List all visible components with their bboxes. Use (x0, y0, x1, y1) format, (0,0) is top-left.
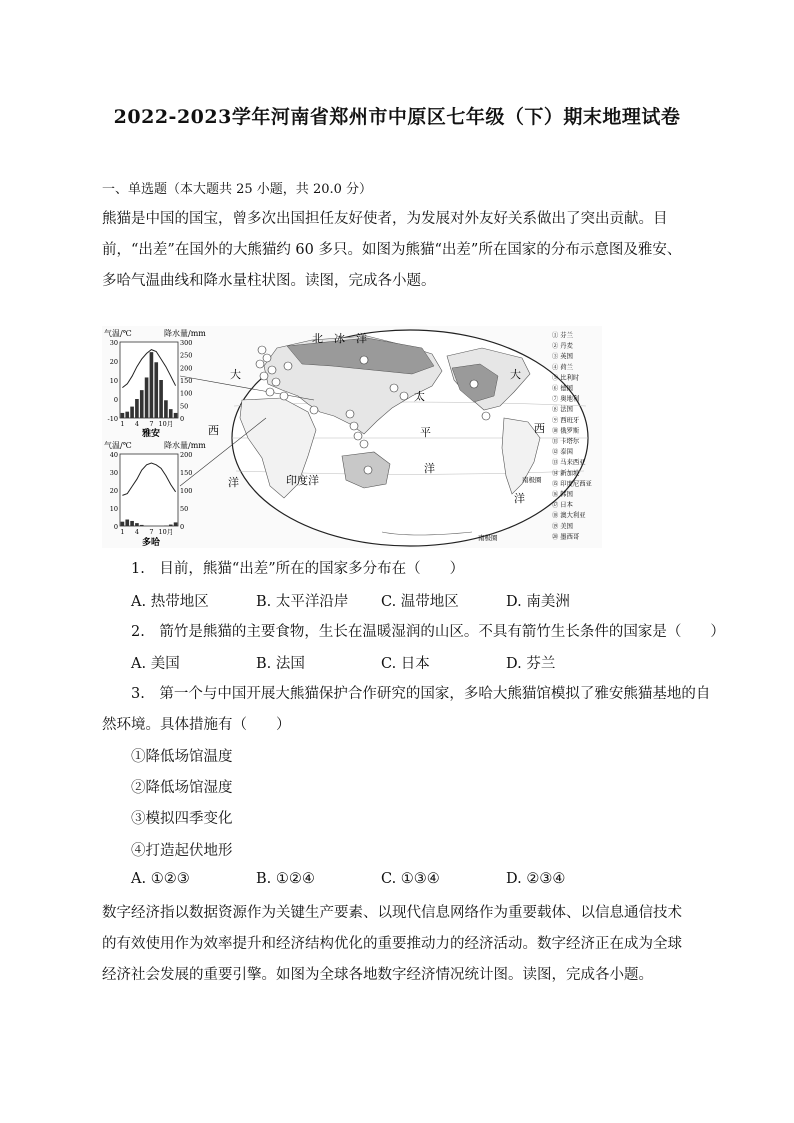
c2-right-tick: 100 (180, 487, 193, 495)
c1-left-tick: 30 (109, 339, 118, 347)
legend-item: ⑮ 印度尼西亚 (552, 480, 592, 488)
c1-ytitle-left: 气温/℃ (104, 329, 132, 338)
c2-x-tick: 7 (149, 528, 154, 536)
intro-paragraph-2: 数字经济指以数据资源作为关键生产要素、以现代信息网络作为重要载体、以信息通信技术的有效使用作为效率提升和经济结构优化的重要推动力的经济活动。数字经济正在成为全球经济社会发展的重要引擎。如图为全球各地数字经济情况统计图。读图，完成各小题。 (102, 905, 682, 983)
legend-item: ⑲ 美国 (552, 522, 573, 530)
q3-statement-3: ③模拟四季变化 (131, 811, 233, 827)
c1-precip-bar (140, 390, 144, 418)
atlantic-label-3: 洋 (228, 476, 239, 489)
c2-right-tick: 50 (180, 505, 189, 513)
q1-option-d[interactable]: D. 南美洲 (506, 594, 570, 610)
c2-left-tick: 30 (109, 469, 118, 477)
c2-precip-bar (135, 523, 139, 526)
q2-option-b[interactable]: B. 法国 (256, 656, 305, 672)
figure-svg (102, 326, 602, 548)
c1-precip-bar (130, 407, 134, 418)
q2-option-d[interactable]: D. 芬兰 (506, 656, 556, 672)
legend-item: ⑤ 比利时 (552, 374, 580, 382)
c2-plot-area (120, 454, 178, 526)
atlantic-label-1: 大 (230, 368, 241, 381)
q1-option-c[interactable]: C. 温带地区 (381, 594, 459, 610)
legend-item: ⑨ 西班牙 (552, 416, 580, 424)
question-3-options (131, 871, 631, 893)
legend-item: ③ 英国 (552, 353, 573, 361)
c1-precip-bar (159, 380, 163, 418)
southern-circle-label-2: 南极圈 (478, 534, 498, 542)
c1-left-tick: 20 (109, 358, 118, 366)
pacific-right-label-3: 洋 (514, 492, 525, 505)
c1-left-tick: 10 (109, 377, 118, 385)
c1-precip-bar (154, 362, 158, 418)
c2-precip-bar (121, 522, 125, 526)
c2-precip-bar (169, 525, 173, 526)
c1-precip-bar (174, 413, 178, 418)
c1-precip-bar (164, 400, 168, 418)
atlantic-label-2: 西 (208, 424, 219, 437)
c1-right-tick: 100 (180, 389, 193, 398)
c1-left-tick: -10 (107, 415, 118, 423)
page-title: 2022-2023学年河南省郑州市中原区七年级（下）期末地理试卷 (113, 106, 681, 128)
q3-statement-2: ②降低场馆湿度 (131, 780, 233, 796)
c2-precip-bar (130, 521, 134, 526)
c2-x-tick: 10月 (158, 528, 174, 536)
question-3-stem-line-2: 然环境。具体措施有（ ） (102, 717, 291, 733)
q3-option-c[interactable]: C. ①③④ (381, 871, 440, 887)
c1-left-tick: 0 (113, 396, 118, 404)
legend-item: ⑰ 日本 (552, 501, 573, 509)
q3-option-d[interactable]: D. ②③④ (506, 871, 566, 887)
c1-ytitle-right: 降水量/mm (164, 329, 206, 338)
legend-item: ⑪ 卡塔尔 (552, 438, 580, 445)
c1-precip-bar (125, 412, 129, 418)
c2-x-tick: 1 (120, 528, 125, 536)
q1-option-a[interactable]: A. 热带地区 (131, 594, 209, 610)
q3-statement-1: ①降低场馆温度 (131, 749, 233, 765)
question-2-stem: 2. 箭竹是熊猫的主要食物，生长在温暖湿润的山区。不具有箭竹生长条件的国家是（ ） (131, 624, 725, 640)
indian-ocean-label: 印度洋 (286, 474, 319, 487)
c1-place: 雅安 (142, 429, 161, 439)
c2-place: 多哈 (142, 538, 161, 548)
question-1-stem: 1. 目前，熊猫“出差”所在的国家多分布在（ ） (131, 561, 465, 577)
c1-precip-bar (150, 352, 154, 418)
legend-item: ⑬ 马来西亚 (552, 459, 586, 467)
c1-right-tick: 300 (180, 339, 193, 347)
c2-left-tick: 0 (113, 523, 118, 531)
legend-item: ⑥ 德国 (552, 385, 573, 392)
c2-precip-bar (125, 520, 129, 526)
q3-option-b[interactable]: B. ①②④ (256, 871, 315, 887)
legend-item: ① 芬兰 (552, 332, 573, 339)
c2-left-tick: 10 (109, 505, 118, 513)
legend-item: ⑩ 俄罗斯 (552, 427, 580, 435)
legend-item: ⑳ 墨西哥 (552, 533, 580, 541)
c2-right-tick: 150 (180, 469, 193, 477)
c1-x-tick: 7 (149, 420, 154, 428)
c1-precip-bar (121, 413, 125, 418)
c1-x-tick: 1 (120, 420, 125, 428)
question-1-options (131, 590, 631, 612)
legend-item: ④ 荷兰 (552, 363, 573, 371)
c1-right-tick: 0 (180, 415, 185, 423)
legend-item: ⑫ 泰国 (552, 448, 573, 456)
c2-ytitle-left: 气温/℃ (104, 441, 132, 450)
pacific-label-2: 平 (420, 426, 431, 439)
question-3-stem-line-1: 3. 第一个与中国开展大熊猫保护合作研究的国家，多哈大熊猫馆模拟了雅安熊猫基地的自 (131, 686, 711, 702)
c1-precip-bar (135, 399, 139, 418)
c2-ytitle-right: 降水量/mm (164, 441, 206, 450)
c2-right-tick: 200 (180, 451, 193, 459)
legend-item: ⑭ 新加坡 (552, 469, 580, 477)
c2-precip-bar (140, 525, 144, 526)
pacific-right-label-2: 西 (534, 422, 545, 435)
q2-option-c[interactable]: C. 日本 (381, 656, 430, 672)
q1-option-b[interactable]: B. 太平洋沿岸 (256, 594, 349, 610)
question-2-options (131, 652, 631, 674)
legend-item: ② 丹麦 (552, 342, 573, 350)
southern-circle-label-1: 南极圈 (522, 476, 542, 484)
c2-left-tick: 20 (109, 487, 118, 495)
panda-map-figure (102, 326, 602, 548)
c1-precip-bar (145, 377, 149, 418)
c1-right-tick: 250 (180, 351, 193, 360)
q3-statement-4: ④打造起伏地形 (131, 843, 233, 859)
intro-paragraph-1: 熊猫是中国的国宝，曾多次出国担任友好使者，为发展对外友好关系做出了突出贡献。目前，“出差”在国外的大熊猫约 60 多只。如图为熊猫“出差”所在国家的分布示意图及雅安、多哈气温曲线和降水量柱状图。读图，完成各小题。 (102, 211, 682, 289)
legend-item: ⑱ 澳大利亚 (552, 512, 586, 520)
pacific-label-3: 洋 (424, 462, 435, 475)
c1-precip-bar (169, 409, 173, 418)
section-heading: 一、单选题（本大题共 25 小题，共 20.0 分） (102, 182, 373, 197)
legend-item: ⑦ 奥地利 (552, 395, 580, 403)
pacific-right-label-1: 大 (510, 368, 521, 381)
c2-x-tick: 4 (134, 528, 139, 536)
legend-item: ⑧ 法国 (552, 406, 573, 414)
legend-item: ⑯ 韩国 (552, 491, 573, 498)
c2-right-tick: 0 (180, 523, 185, 531)
c1-right-tick: 50 (180, 402, 189, 411)
q3-option-a[interactable]: A. ①②③ (131, 871, 190, 887)
arctic-label: 北 冰 洋 (312, 332, 367, 345)
c1-x-tick: 10月 (158, 420, 174, 428)
c1-plot-area (120, 342, 178, 418)
q2-option-a[interactable]: A. 美国 (131, 656, 180, 672)
c1-x-tick: 4 (134, 420, 139, 428)
c2-precip-bar (174, 522, 178, 526)
c1-right-tick: 150 (180, 377, 193, 385)
c2-left-tick: 40 (109, 451, 118, 459)
pacific-label-1: 太 (414, 390, 425, 403)
c1-right-tick: 200 (180, 364, 193, 373)
